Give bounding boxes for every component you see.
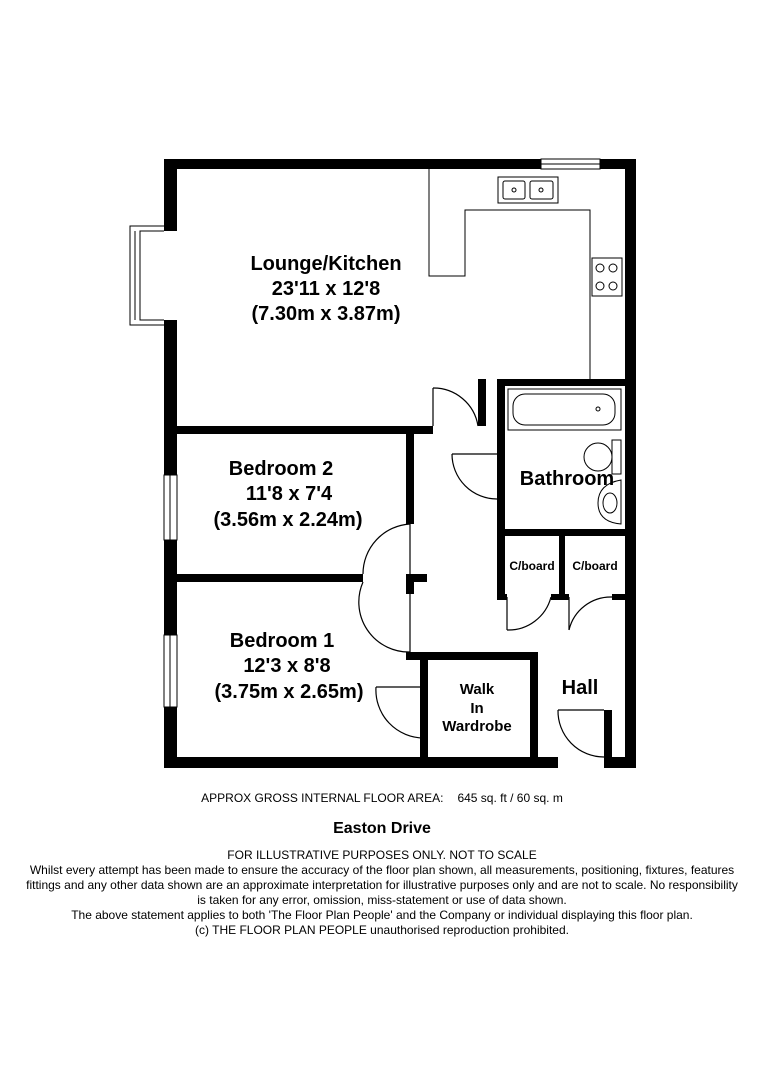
wardrobe-line1: Walk [459,681,495,698]
disclaimer-line: Whilst every attempt has been made to ensure the accuracy of the floor plan shown, all measurements, positioning, fixtures, features [29,863,735,877]
disclaimer-line: FOR ILLUSTRATIVE PURPOSES ONLY. NOT TO SCALE [227,848,537,862]
wardrobe-line3: Wardrobe [442,718,512,735]
bath-icon [508,389,621,430]
lounge-kitchen-name: Lounge/Kitchen [250,253,402,275]
bathroom-name: Bathroom [519,468,615,490]
bedroom2-imperial: 11'8 x 7'4 [245,483,333,505]
floor-area-label: APPROX GROSS INTERNAL FLOOR AREA: [201,791,444,805]
hob-icon [592,258,622,296]
room-lounge-kitchen [250,253,401,325]
disclaimer-line: fittings and any other data shown are an approximate interpretation for illustrative purposes only and are not to scale. No responsibility [26,878,738,892]
interior-walls [177,379,625,767]
bedroom1-name: Bedroom 1 [229,630,335,652]
room-walk-in-wardrobe [442,681,511,735]
kitchen-units [429,169,622,379]
bedroom2-name: Bedroom 2 [228,458,334,480]
disclaimer-line: (c) THE FLOOR PLAN PEOPLE unauthorised reproduction prohibited. [195,923,569,937]
floor-area-value: 645 sq. ft / 60 sq. m [457,791,563,805]
bedroom1-metric: (3.75m x 2.65m) [214,681,364,703]
cboard-right-name: C/board [572,559,618,573]
lounge-kitchen-metric: (7.30m x 3.87m) [251,303,401,325]
cboard-left-name: C/board [509,559,555,573]
disclaimer-line: is taken for any error, omission, miss-statement or use of data shown. [197,893,567,907]
floor-area-line [0,791,764,805]
property-title: Easton Drive [333,820,431,837]
room-bedroom-1 [215,630,364,703]
disclaimer [20,848,744,938]
hall-name: Hall [561,677,599,699]
bedroom1-imperial: 12'3 x 8'8 [243,655,331,677]
wardrobe-line2: In [470,700,484,717]
room-bedroom-2 [214,458,363,531]
bathroom-fixtures [508,389,621,524]
bedroom2-metric: (3.56m x 2.24m) [213,509,363,531]
lounge-kitchen-imperial: 23'11 x 12'8 [271,278,381,300]
disclaimer-line: The above statement applies to both 'The Floor Plan People' and the Company or individual displaying this floor plan. [71,908,693,922]
